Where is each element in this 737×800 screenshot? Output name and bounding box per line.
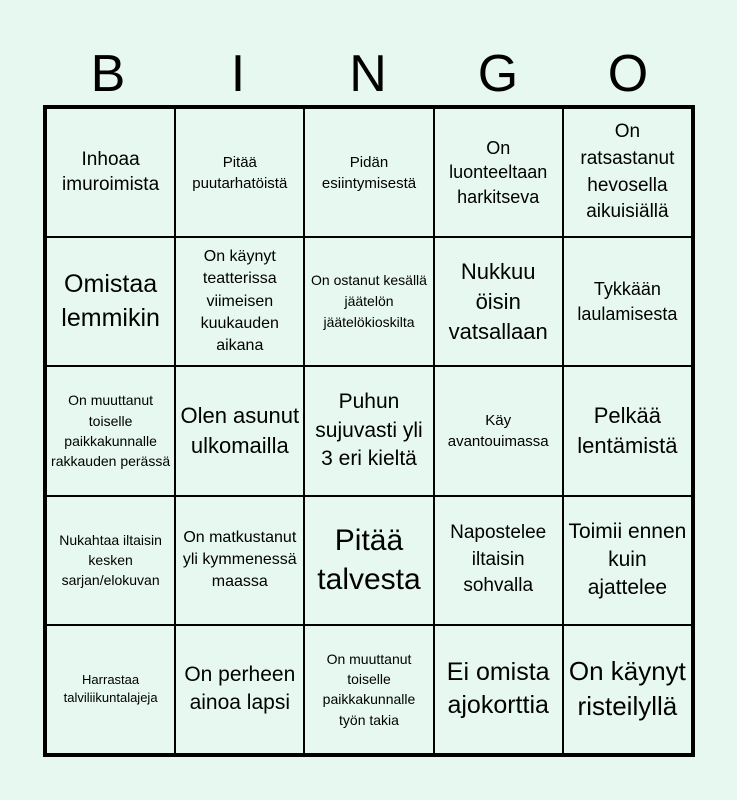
bingo-cell[interactable] [175,108,304,237]
bingo-cell-text: On käynyt teatterissa viimeisen kuukauden aikana [200,247,279,355]
bingo-cell-text: Pidän esiintymisestä [321,153,417,192]
bingo-cell-text: Käy avantouimassa [447,411,549,450]
bingo-cell[interactable] [304,366,433,495]
bingo-cell[interactable] [304,496,433,625]
header-letter-n: N [349,45,387,103]
header-letter-g: G [477,45,519,103]
bingo-cell-text: Tykkään laulamisesta [577,278,678,324]
bingo-cell-text: Ei omista ajokorttia [446,657,550,720]
bingo-cell[interactable] [563,108,692,237]
bingo-cell-text: On käynyt risteilyllä [568,656,686,722]
bingo-cell[interactable] [434,625,563,754]
bingo-cell[interactable] [434,108,563,237]
bingo-cell-text: On matkustanut yli kymmenessä maassa [182,528,297,591]
bingo-cell[interactable] [175,237,304,366]
bingo-cell[interactable] [434,366,563,495]
bingo-cell[interactable] [175,496,304,625]
bingo-cell-text: Harrastaa talviliikuntalajeja [63,672,158,706]
bingo-cell-text: Puhun sujuvasti yli 3 eri kieltä [315,390,423,471]
header-letter-b: B [90,45,126,103]
bingo-cell-text: Toimii ennen kuin ajattelee [568,519,687,600]
bingo-cell-text: Omistaa lemmikin [61,270,160,332]
bingo-cell-text: On ratsastanut hevosella aikuisiällä [580,121,675,223]
header-letter-o: O [607,45,649,103]
bingo-cell[interactable] [563,625,692,754]
bingo-header [43,44,693,104]
bingo-cell-text: On ostanut kesällä jäätelön jäätelökioskilta [311,272,427,331]
bingo-cell-text: Nukahtaa iltaisin kesken sarjan/elokuvan [59,531,162,589]
bingo-cell-text: On muuttanut toiselle paikkakunnalle työn takia [322,650,416,728]
bingo-cell[interactable] [563,237,692,366]
bingo-cell[interactable] [563,366,692,495]
bingo-cell-text: Pitää puutarhatöistä [192,153,288,192]
bingo-cell[interactable] [563,496,692,625]
bingo-cell-text: Napostelee iltaisin sohvalla [450,522,547,597]
bingo-cell[interactable] [434,237,563,366]
bingo-cell-text: On muuttanut toiselle paikkakunnalle rakkauden perässä [51,392,171,470]
bingo-cell[interactable] [304,237,433,366]
bingo-cell[interactable] [46,366,175,495]
header-letter-i: I [230,45,246,103]
bingo-cell-text: Pelkää lentämistä [577,403,678,458]
bingo-cell[interactable] [46,625,175,754]
bingo-cell[interactable] [304,108,433,237]
bingo-cell[interactable] [175,625,304,754]
bingo-cell[interactable] [46,496,175,625]
bingo-cell-text: On luonteeltaan harkitseva [449,138,548,207]
bingo-cell-text: Nukkuu öisin vatsallaan [448,259,548,344]
bingo-cell-text: On perheen ainoa lapsi [184,663,296,715]
bingo-cell-text: Pitää talvesta [317,524,421,597]
bingo-cell[interactable] [434,496,563,625]
bingo-cell-text: Olen asunut ulkomailla [180,403,300,458]
bingo-cell[interactable] [304,625,433,754]
bingo-cell[interactable] [46,108,175,237]
bingo-cell-text: Inhoaa imuroimista [62,148,160,195]
bingo-cell[interactable] [175,366,304,495]
bingo-board [43,105,695,757]
bingo-cell[interactable] [46,237,175,366]
